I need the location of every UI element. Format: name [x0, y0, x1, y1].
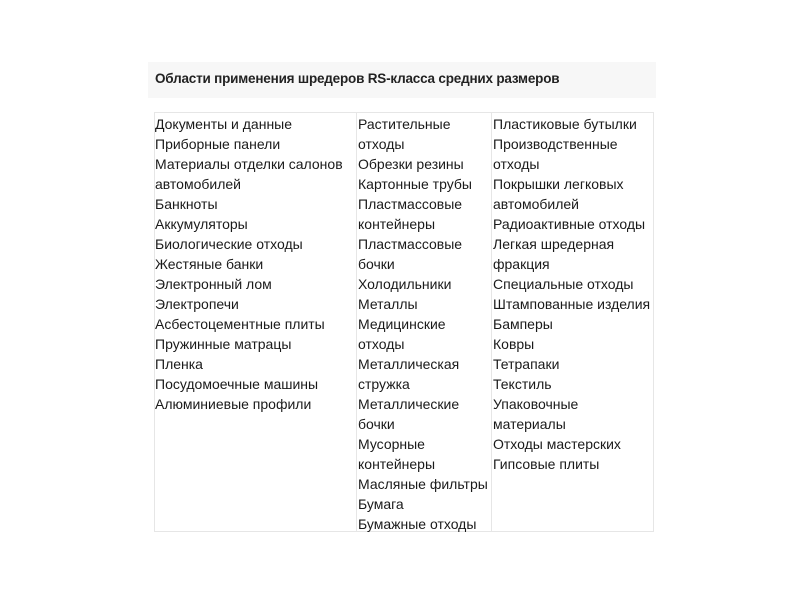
list-item: контейнеры [358, 216, 436, 232]
list-item: Бумага [358, 496, 404, 512]
list-item: Асбестоцементные плиты [155, 316, 325, 332]
list-item: Жестяные банки [155, 256, 264, 272]
column-1-list [155, 114, 356, 414]
list-item: Холодильники [358, 276, 452, 292]
list-item: отходы [358, 336, 405, 352]
list-item: Биологические отходы [155, 236, 303, 252]
list-item: Мусорные [358, 436, 425, 452]
list-item: автомобилей [155, 176, 241, 192]
list-item: Специальные отходы [493, 276, 634, 292]
list-item: Медицинские [358, 316, 446, 332]
list-item: Покрышки легковых [493, 176, 624, 192]
list-item: Приборные панели [155, 136, 281, 152]
list-item: Пластиковые бутылки [493, 116, 637, 132]
column-3-list [492, 114, 653, 474]
page-title: Области применения шредеров RS-класса средних размеров [155, 71, 560, 86]
list-item: Легкая шредерная [493, 236, 615, 252]
list-item: Текстиль [493, 376, 552, 392]
list-item: Радиоактивные отходы [493, 216, 646, 232]
list-item: Бумажные отходы [358, 516, 477, 532]
list-item: Пластмассовые [358, 236, 463, 252]
list-item: Документы и данные [155, 116, 293, 132]
list-item: стружка [358, 376, 410, 392]
list-item: Алюминиевые профили [155, 396, 312, 412]
list-item: Упаковочные [493, 396, 579, 412]
list-item: фракция [493, 256, 550, 272]
list-item: Электронный лом [155, 276, 272, 292]
list-item: Картонные трубы [358, 176, 472, 192]
list-item: материалы [493, 416, 566, 432]
column-2-list [357, 114, 491, 534]
list-item: Пластмассовые [358, 196, 463, 212]
list-item: Растительные [358, 116, 451, 132]
list-item: бочки [358, 256, 395, 272]
list-item: Посудомоечные машины [155, 376, 319, 392]
list-item: Производственные [493, 136, 618, 152]
list-item: Металлы [358, 296, 418, 312]
list-item: Штампованные изделия [493, 296, 651, 312]
list-item: Отходы мастерских [493, 436, 621, 452]
list-item: Ковры [493, 336, 535, 352]
list-item: контейнеры [358, 456, 436, 472]
list-item: отходы [358, 136, 405, 152]
list-item: Гипсовые плиты [493, 456, 600, 472]
list-item: Металлические [358, 396, 460, 412]
list-item: Бамперы [493, 316, 553, 332]
list-item: Аккумуляторы [155, 216, 248, 232]
list-item: Банкноты [155, 196, 218, 212]
table-column-2 [357, 113, 492, 531]
list-item: Металлическая [358, 356, 460, 372]
list-item: Тетрапаки [493, 356, 560, 372]
list-item: Масляные фильтры [358, 476, 488, 492]
list-item: Электропечи [155, 296, 239, 312]
list-item: автомобилей [493, 196, 579, 212]
list-item: бочки [358, 416, 395, 432]
table-column-1 [155, 113, 357, 531]
title-bar [148, 62, 656, 98]
list-item: Обрезки резины [358, 156, 464, 172]
list-item: Пленка [155, 356, 203, 372]
list-item: отходы [493, 156, 540, 172]
applications-table [154, 112, 654, 532]
list-item: Пружинные матрацы [155, 336, 292, 352]
table-column-3 [492, 113, 653, 531]
list-item: Материалы отделки салонов [155, 156, 343, 172]
